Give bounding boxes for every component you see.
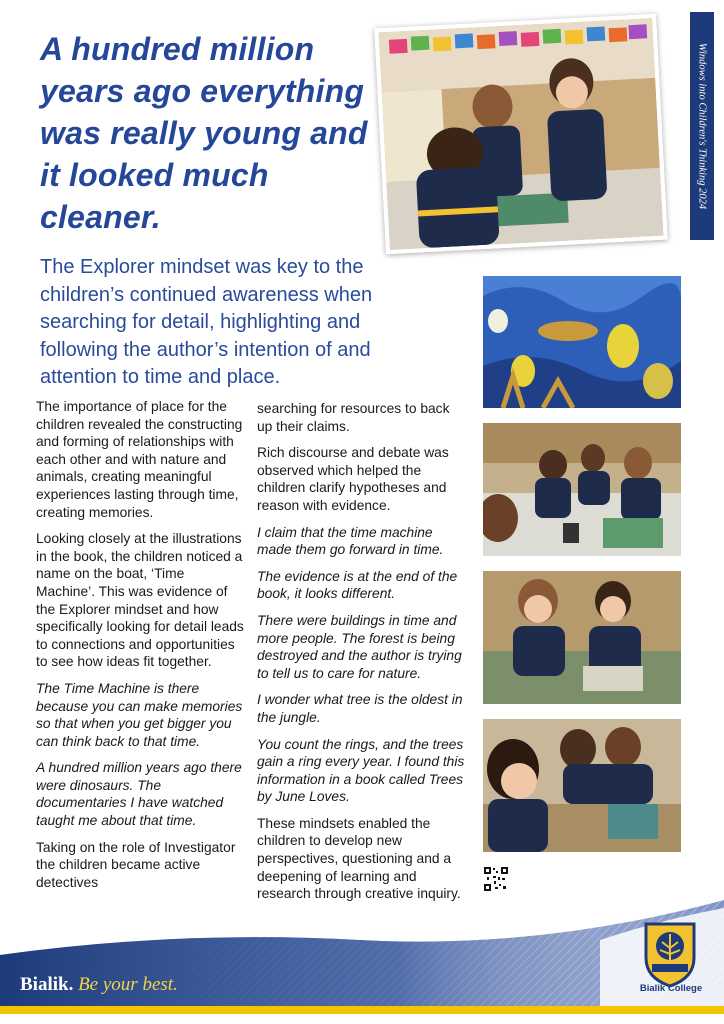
child-quote: There were buildings in time and more people. The forest is being destroyed and the author is trying to tell us to care for nature. bbox=[257, 612, 462, 681]
headline: A hundred million years ago everything was really young and it looked much cleaner. bbox=[40, 31, 368, 235]
child-quote: I wonder what tree is the oldest in the jungle. bbox=[257, 692, 463, 725]
text-column-2 bbox=[257, 400, 467, 912]
paragraph: Looking closely at the illustrations in the book, the children noticed a name on the boat, ‘Time Machine’. This was evidence of the Explorer mindset and how specifically looking for detail leads to connections and opportunities to see how ideas fit together. bbox=[36, 531, 244, 670]
main-photo bbox=[374, 14, 667, 254]
classroom-photo-2 bbox=[483, 423, 681, 556]
qr-code bbox=[483, 866, 509, 892]
text-column-1 bbox=[36, 398, 244, 900]
paragraph: These mindsets enabled the children to develop new perspectives, questioning and a deepening of learning and research through creative inquiry. bbox=[257, 815, 461, 902]
classroom-photo-4 bbox=[483, 719, 681, 852]
child-quote: The Time Machine is there because you can make memories so that when you get bigger you can think back to that time. bbox=[36, 680, 243, 749]
child-quote: You count the rings, and the trees gain a ring every year. I found this information in a book called Trees by June Loves. bbox=[257, 736, 465, 805]
school-crest-icon bbox=[642, 920, 698, 988]
child-quote: The evidence is at the end of the book, it looks different. bbox=[257, 568, 458, 602]
side-tab-label: Windows into Children's Thinking 2024 bbox=[696, 42, 708, 210]
paragraph: Taking on the role of Investigator the children became active detectives bbox=[36, 839, 236, 890]
subhead: The Explorer mindset was key to the children’s continued awareness when searching for detail, highlighting and following the author’s intention of and attention to time and place. bbox=[40, 256, 373, 388]
side-tab bbox=[690, 12, 714, 240]
artwork-photo bbox=[483, 276, 681, 408]
child-quote: I claim that the time machine made them go forward in time. bbox=[257, 524, 444, 558]
child-quote: A hundred million years ago there were dinosaurs. The documentaries I have watched taught me about that time. bbox=[36, 760, 242, 829]
classroom-photo-3 bbox=[483, 571, 681, 704]
brand-tagline: Be your best. bbox=[78, 974, 178, 995]
footer-gold-strip bbox=[0, 1006, 724, 1014]
footer-slogan bbox=[20, 974, 178, 996]
crest-school-name: Bialik College bbox=[639, 983, 703, 994]
brand-name: Bialik. bbox=[20, 974, 74, 995]
paragraph: searching for resources to back up their claims. bbox=[257, 401, 450, 434]
paragraph: Rich discourse and debate was observed which helped the children clarify hypotheses and reason with evidence. bbox=[257, 445, 449, 513]
paragraph: The importance of place for the children revealed the constructing and forming of relationships with each other and with nature and animals, creating meaningful experiences lasting through time, creating memories. bbox=[36, 399, 243, 520]
